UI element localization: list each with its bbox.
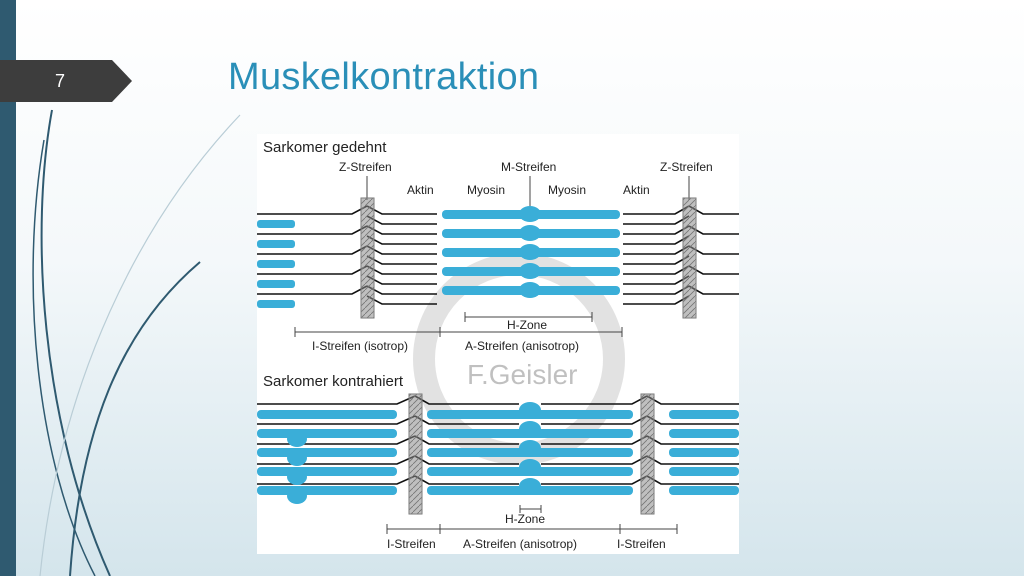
label-myosin-left: Myosin bbox=[467, 183, 506, 197]
svg-text:F.Geisler: F.Geisler bbox=[467, 359, 578, 390]
bottom-heading: Sarkomer kontrahiert bbox=[263, 373, 404, 390]
label-z-left: Z-Streifen bbox=[339, 160, 392, 174]
label-aktin-right: Aktin bbox=[623, 183, 650, 197]
label-i-band-top: I-Streifen (isotrop) bbox=[312, 339, 409, 353]
label-a-band-top: A-Streifen (anisotrop) bbox=[465, 339, 580, 353]
label-myosin-right: Myosin bbox=[548, 183, 587, 197]
slide-number: 7 bbox=[54, 71, 65, 91]
slide-number-tag bbox=[0, 60, 132, 102]
label-h-zone-top: H-Zone bbox=[507, 318, 548, 332]
label-i-band-bottom-right: I-Streifen bbox=[617, 537, 666, 551]
label-m: M-Streifen bbox=[501, 160, 557, 174]
label-a-band-bottom: A-Streifen (anisotrop) bbox=[463, 537, 578, 551]
label-z-right: Z-Streifen bbox=[660, 160, 713, 174]
slide-title: Muskelkontraktion bbox=[228, 56, 540, 98]
top-heading: Sarkomer gedehnt bbox=[263, 139, 387, 156]
sarcomere-figure bbox=[257, 134, 739, 554]
label-aktin-left: Aktin bbox=[407, 183, 434, 197]
sarcomere-contracted bbox=[257, 394, 739, 514]
label-h-zone-bottom: H-Zone bbox=[505, 512, 546, 526]
label-i-band-bottom-left: I-Streifen bbox=[387, 537, 436, 551]
